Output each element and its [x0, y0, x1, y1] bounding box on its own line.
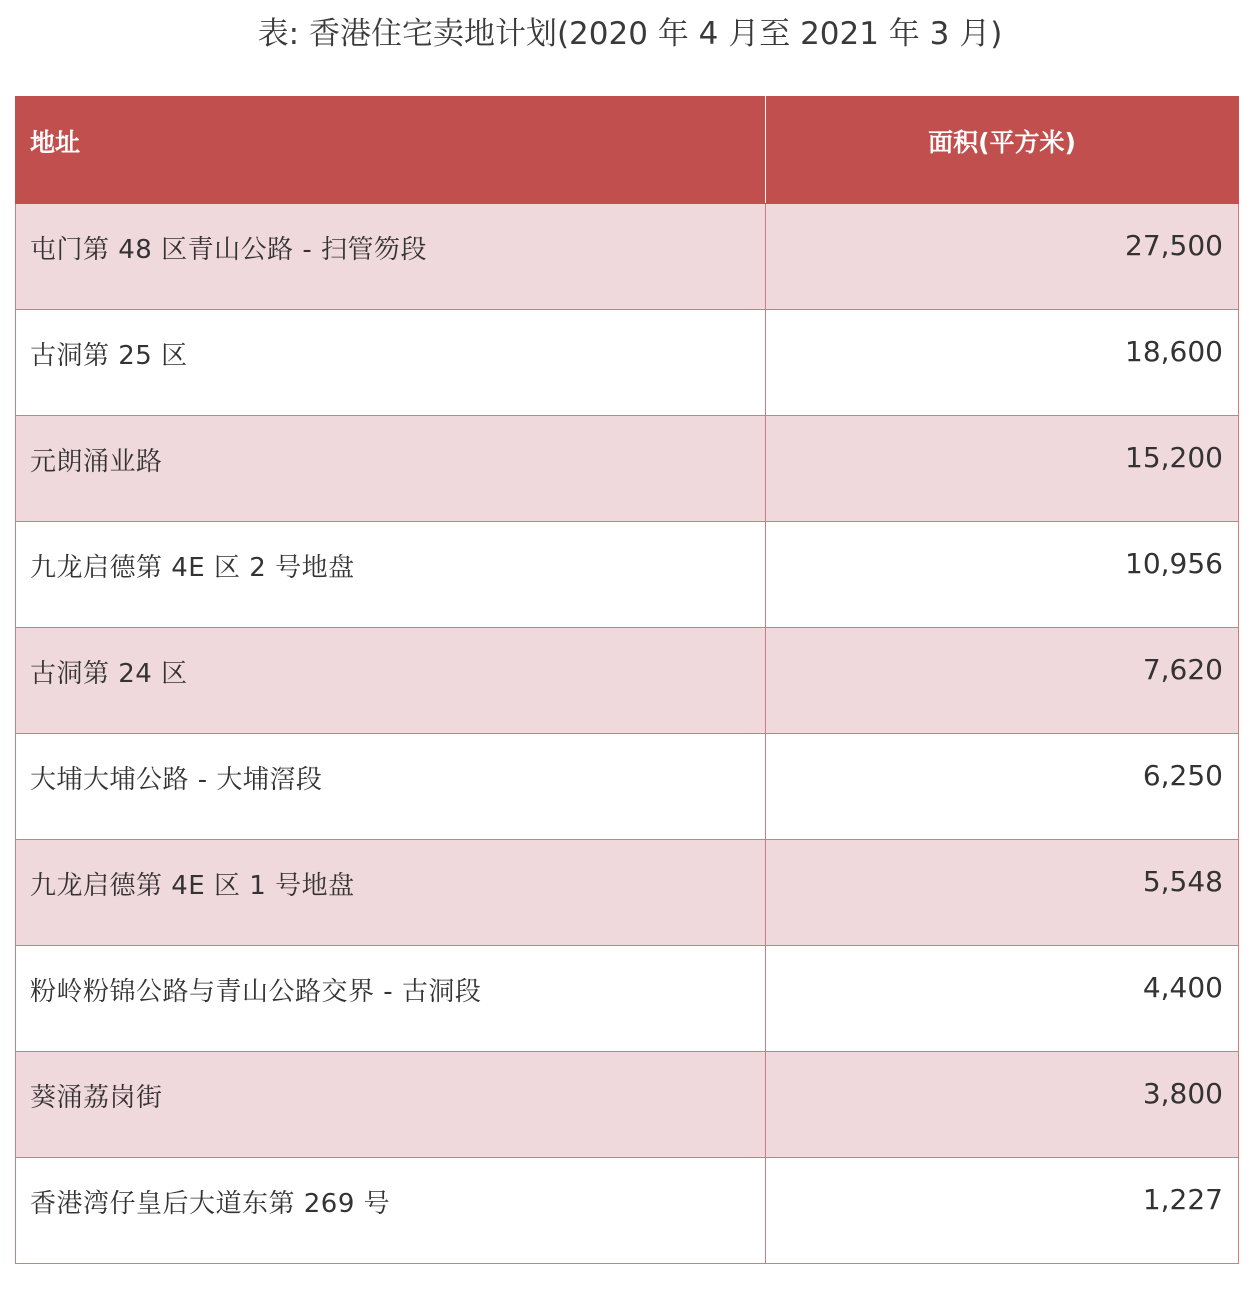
table-row [16, 946, 1239, 1052]
area-cell: 15,200 [766, 416, 1239, 522]
address-cell: 九龙启德第 4E 区 1 号地盘 [16, 840, 766, 946]
table-row [16, 628, 1239, 734]
address-cell: 粉岭粉锦公路与青山公路交界 - 古洞段 [16, 946, 766, 1052]
area-cell: 10,956 [766, 522, 1239, 628]
table-row [16, 522, 1239, 628]
table-row [16, 1052, 1239, 1158]
address-cell: 香港湾仔皇后大道东第 269 号 [16, 1158, 766, 1264]
table-body [16, 204, 1239, 1264]
area-cell: 7,620 [766, 628, 1239, 734]
table-row [16, 1158, 1239, 1264]
table-row [16, 416, 1239, 522]
area-cell: 5,548 [766, 840, 1239, 946]
address-cell: 古洞第 24 区 [16, 628, 766, 734]
table-header [16, 97, 1239, 204]
land-sale-table-container [15, 96, 1238, 1264]
land-sale-table [15, 96, 1239, 1264]
area-cell: 18,600 [766, 310, 1239, 416]
table-caption: 表: 香港住宅卖地计划(2020 年 4 月至 2021 年 3 月) [257, 16, 1003, 52]
area-cell: 1,227 [766, 1158, 1239, 1264]
table-row [16, 734, 1239, 840]
area-cell: 27,500 [766, 204, 1239, 310]
address-cell: 葵涌荔岗街 [16, 1052, 766, 1158]
address-cell: 元朗涌业路 [16, 416, 766, 522]
table-row [16, 840, 1239, 946]
address-cell: 九龙启德第 4E 区 2 号地盘 [16, 522, 766, 628]
area-cell: 4,400 [766, 946, 1239, 1052]
table-row [16, 310, 1239, 416]
area-cell: 6,250 [766, 734, 1239, 840]
table-row [16, 204, 1239, 310]
column-header-area: 面积(平方米) [766, 97, 1239, 204]
address-cell: 屯门第 48 区青山公路 - 扫管笏段 [16, 204, 766, 310]
column-header-address: 地址 [16, 97, 766, 204]
header-row [16, 97, 1239, 204]
address-cell: 大埔大埔公路 - 大埔滘段 [16, 734, 766, 840]
address-cell: 古洞第 25 区 [16, 310, 766, 416]
area-cell: 3,800 [766, 1052, 1239, 1158]
